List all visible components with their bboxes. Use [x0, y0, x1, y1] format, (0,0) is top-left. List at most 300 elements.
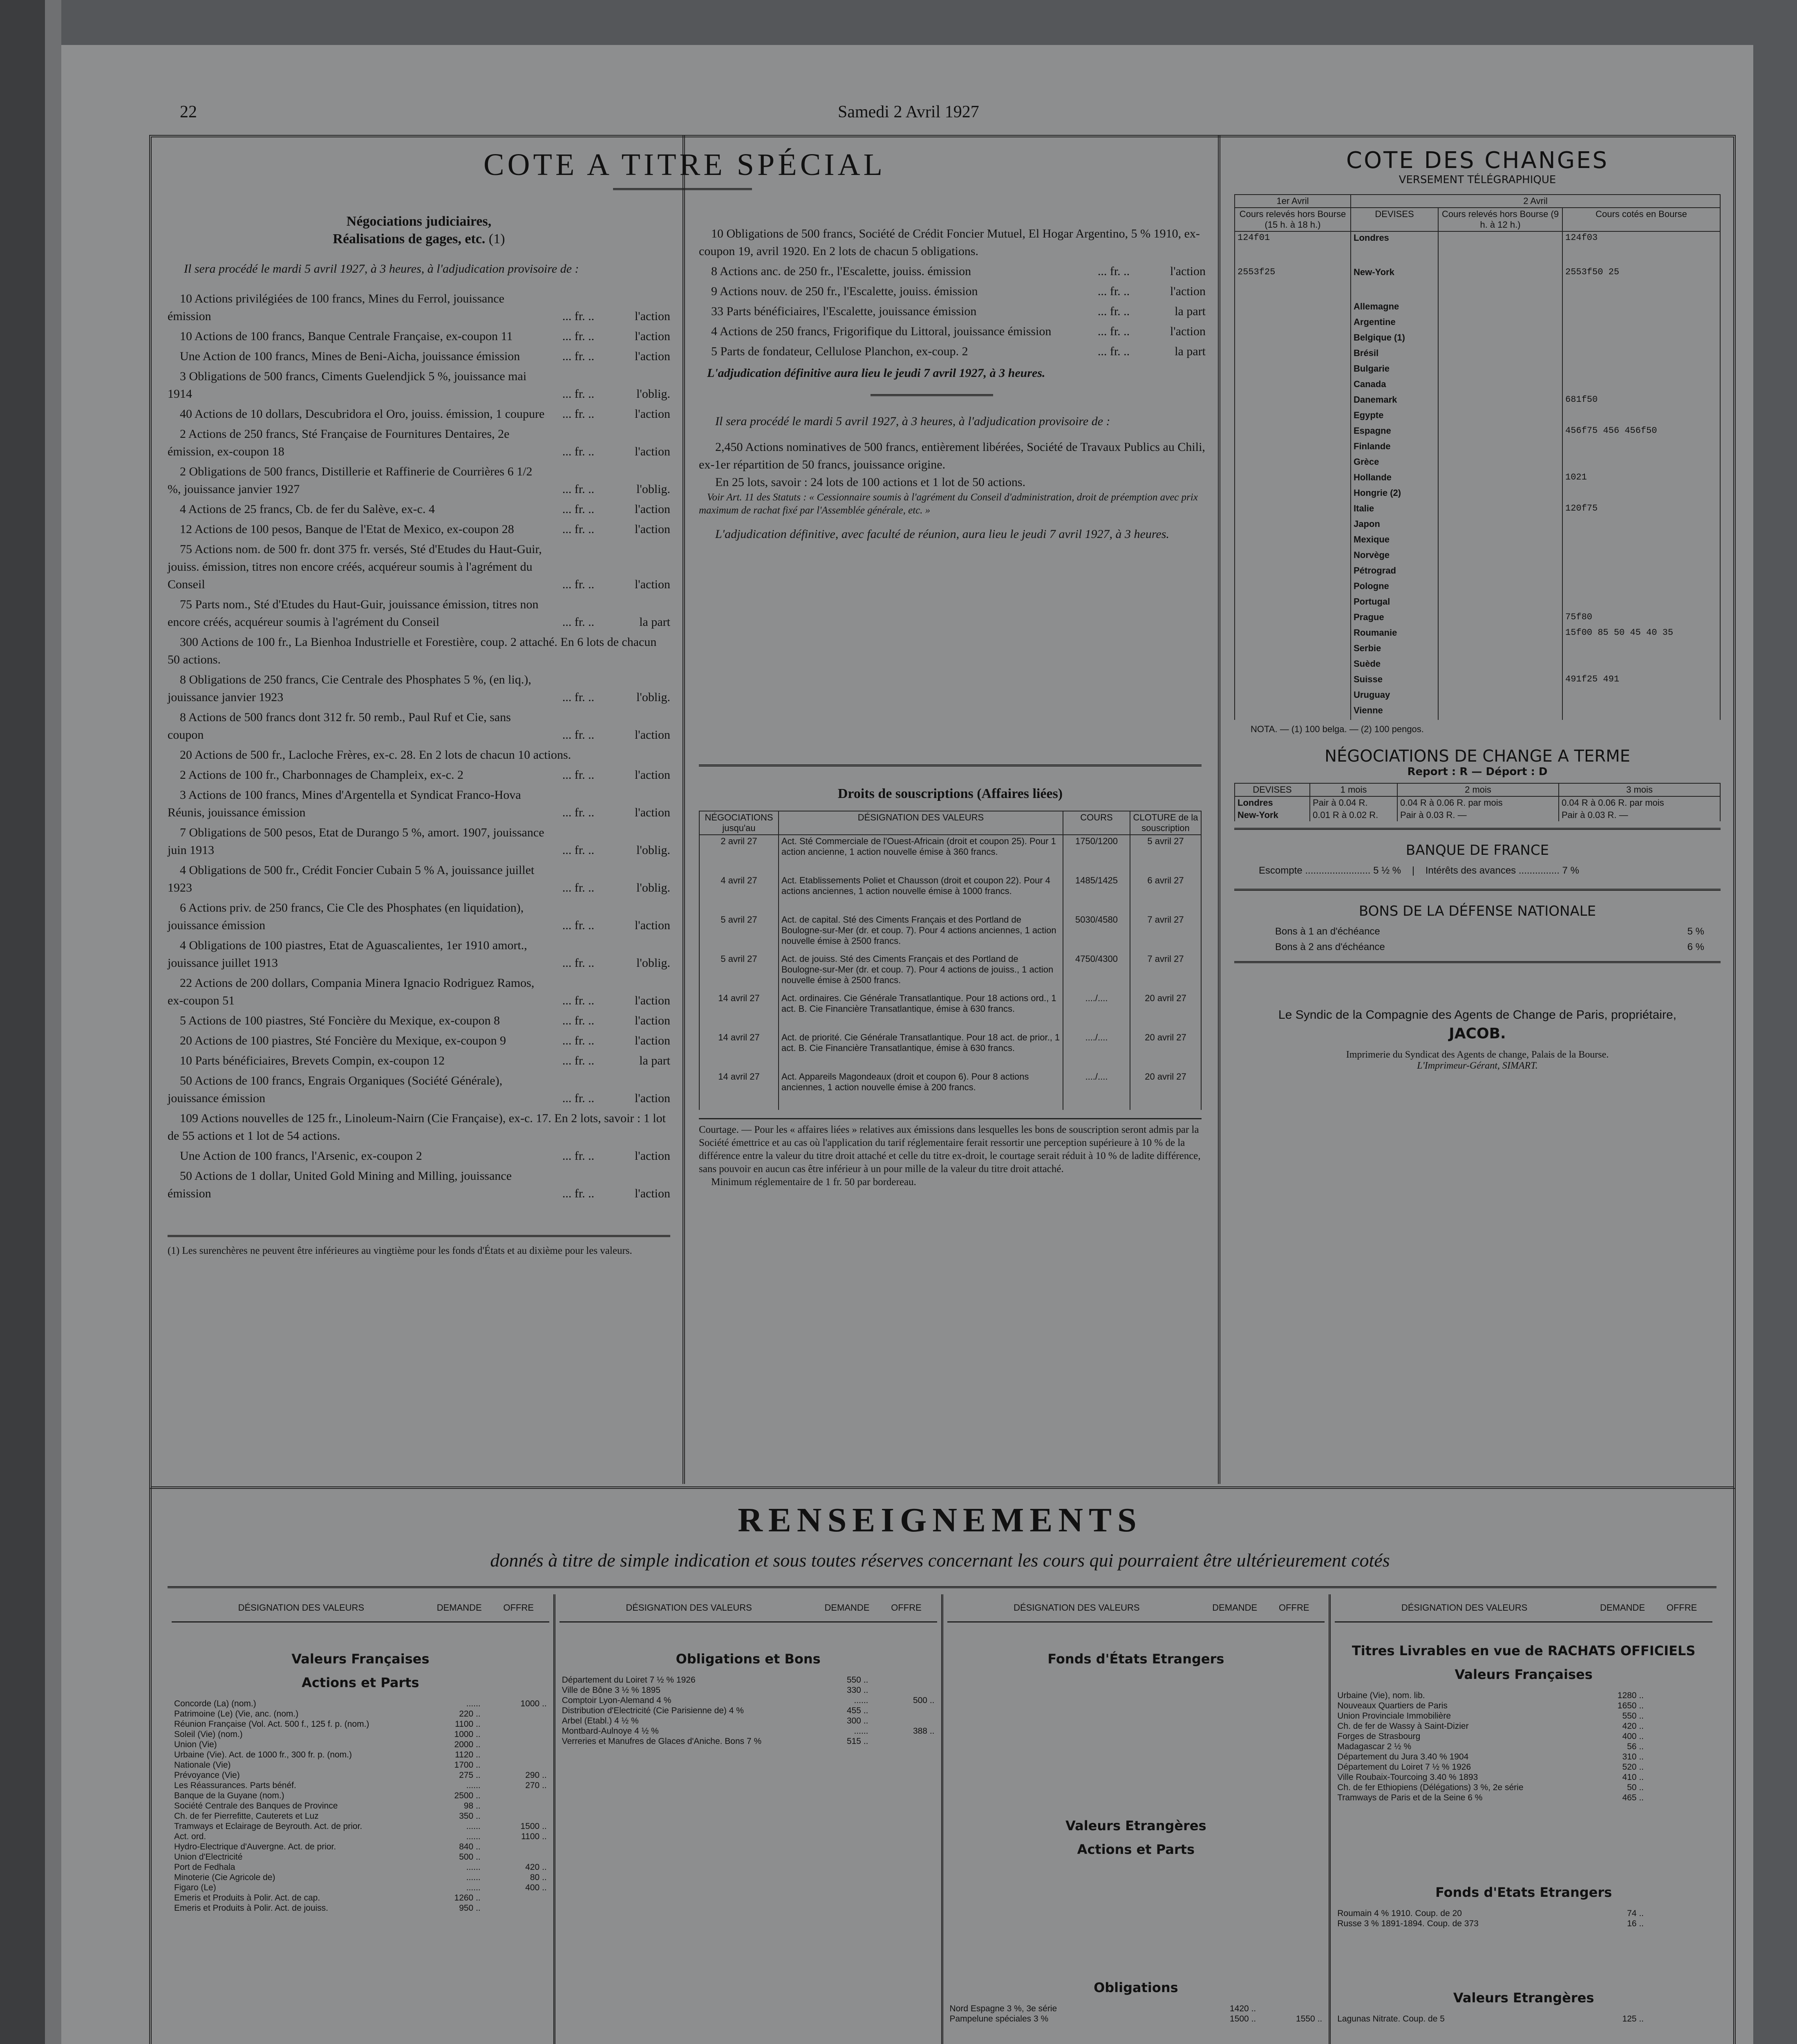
droits-row: [699, 874, 1201, 914]
rens-col-h1: DÉSIGNATION DES VALEURS: [238, 1602, 365, 1613]
rens-row: [947, 2014, 1325, 2024]
changes-cell: Danemark: [1351, 394, 1438, 409]
terme-sub: Report : R — Déport : D: [1407, 766, 1548, 778]
rens-cell: 2000 ..: [454, 1740, 481, 1749]
cote-item: [168, 766, 670, 784]
changes-cell: Hongrie (2): [1351, 487, 1438, 502]
droits-cell: Act. Etablissements Poliet et Chausson (droit et coupon 22). Pour 4 actions anciennes, 1 action nouvelle émise à 1000 francs.: [779, 874, 1063, 914]
rens-row: [947, 2004, 1325, 2014]
droits-cell: 1485/1425: [1063, 874, 1130, 914]
changes-cell: [1438, 332, 1562, 347]
rens-cell: [1646, 1793, 1712, 1803]
changes-row: [1235, 627, 1720, 642]
rens-col-h3: OFFRE: [891, 1602, 922, 1613]
item-unit: l'action: [634, 919, 670, 932]
rens-row: [172, 1780, 549, 1791]
item-price: ... fr. ..: [562, 956, 595, 970]
rens-cell: Emeris et Produits à Polir. Act. de cap.: [174, 1893, 320, 1903]
changes-cell: [1438, 549, 1562, 565]
item-price: ... fr. ..: [1097, 285, 1130, 298]
terme-title: NÉGOCIATIONS DE CHANGE A TERME: [1325, 747, 1630, 766]
changes-cell: 120f75: [1562, 502, 1720, 518]
rens-col-header: [172, 1594, 549, 1623]
changes-cell: Bulgarie: [1351, 363, 1438, 378]
item-description: 40 Actions de 10 dollars, Descubridora el Oro, jouiss. émission, 1 coupure: [180, 407, 545, 421]
rens-cell: [483, 1719, 549, 1729]
droits-title: Droits de souscriptions (Affaires liées): [837, 786, 1063, 801]
droits-cell: 14 avril 27: [699, 1031, 779, 1071]
changes-cell: [1235, 316, 1351, 332]
rens-row: [1335, 1752, 1712, 1762]
item-description: 33 Parts bénéficiaires, l'Escalette, jouissance émission: [711, 305, 977, 318]
droits-cell: 14 avril 27: [699, 1071, 779, 1110]
rens-cell: 465 ..: [1622, 1793, 1644, 1802]
rens-cell: ......: [854, 1726, 868, 1736]
newspaper-page: [61, 45, 1753, 2044]
item-price: ... fr. ..: [1097, 305, 1130, 318]
item-unit: l'oblig.: [636, 690, 670, 704]
droits-cell: Act. ordinaires. Cie Générale Transatlantique. Pour 18 actions ord., 1 act. B. Cie Financière Transatlantique, émise à 630 francs.: [779, 992, 1063, 1031]
rens-c3-h2: Valeurs Etrangères: [1065, 1818, 1206, 1833]
item-price: ... fr. ..: [562, 690, 595, 704]
rens-cell: Ville de Bône 3 ½ % 1895: [562, 1685, 661, 1695]
cote-sub-note: (1): [488, 231, 505, 247]
rens-cell: Port de Fedhala: [174, 1862, 235, 1872]
changes-cell: [1438, 580, 1562, 596]
rens-cell: 550 ..: [846, 1675, 868, 1685]
changes-cell: [1235, 673, 1351, 689]
rens-cell: ......: [466, 1883, 481, 1892]
syndic-line2: Imprimerie du Syndicat des Agents de change, Palais de la Bourse.: [1346, 1049, 1609, 1060]
changes-cell: Hollande: [1351, 471, 1438, 487]
changes-h4: Cours cotés en Bourse: [1562, 208, 1720, 231]
divider-2: [1218, 135, 1220, 1484]
changes-cell: Espagne: [1351, 425, 1438, 440]
changes-cell: [1235, 363, 1351, 378]
item-unit: l'action: [634, 1014, 670, 1027]
rens-cell: 1550 ..: [1296, 2014, 1323, 2024]
changes-h2: DEVISES: [1351, 208, 1438, 231]
rens-cell: [1646, 2014, 1712, 2024]
item-description: 7 Obligations de 500 pesos, Etat de Durango 5 %, amort. 1907, jouissance juin 1913: [168, 826, 544, 857]
cote-item: [168, 861, 670, 896]
rens-c4-h3: Fonds d'Etats Etrangers: [1435, 1885, 1612, 1900]
changes-cell: [1562, 332, 1720, 347]
rens-row: [1335, 1711, 1712, 1721]
changes-cell: [1562, 580, 1720, 596]
cote-para-2: 2,450 Actions nominatives de 500 francs, entièrement libérées, Société de Travaux Publics au Chili, ex-1er répartition de 50 francs, jouissance origine.: [699, 440, 1205, 471]
rens-cell: [483, 1791, 549, 1801]
item-price: ... fr. ..: [562, 329, 595, 343]
rens-cell: Union (Vie): [174, 1740, 217, 1749]
changes-cell: [1438, 347, 1562, 363]
rens-row: [172, 1699, 549, 1709]
rens-row: [172, 1883, 549, 1893]
item-description: 5 Parts de fondateur, Cellulose Planchon, ex-coup. 2: [711, 345, 968, 358]
rens-cell: Verreries et Manufres de Glaces d'Aniche. Bons 7 %: [562, 1737, 762, 1746]
terme-col-3: 2 mois: [1397, 783, 1559, 796]
rens-cell: Les Réassurances. Parts bénéf.: [174, 1781, 296, 1790]
rens-cell: 1100 ..: [521, 1832, 547, 1841]
cote-item: [699, 225, 1206, 260]
cote-item: [168, 405, 670, 423]
rens-cell: 2500 ..: [454, 1791, 481, 1800]
changes-row: [1235, 673, 1720, 689]
rens-c4-h2: Valeurs Françaises: [1455, 1667, 1593, 1682]
item-price: ... fr. ..: [562, 615, 595, 629]
item-description: 4 Obligations de 500 fr., Crédit Foncier Cubain 5 % A, jouissance juillet 1923: [168, 863, 535, 894]
item-unit: la part: [639, 615, 670, 629]
rens-cell: 1700 ..: [454, 1760, 481, 1770]
droits-cell: 5 avril 27: [699, 953, 779, 992]
changes-date-1: 1er Avril: [1235, 195, 1351, 208]
rens-col-1: [168, 1594, 555, 2044]
rens-cell: Montbard-Aulnoye 4 ½ %: [562, 1726, 659, 1736]
rens-row: [1335, 1731, 1712, 1741]
rens-cell: [483, 1903, 549, 1913]
rens-cell: 50 ..: [1627, 1783, 1644, 1792]
item-price: ... fr. ..: [562, 482, 595, 496]
rens-cell: [1258, 2004, 1325, 2014]
rens-row: [1335, 1772, 1712, 1782]
cote-item: [168, 1167, 670, 1202]
syndic-line1: Le Syndic de la Compagnie des Agents de Change de Paris, propriétaire,: [1278, 1008, 1676, 1022]
rens-c4-h1: Titres Livrables en vue de RACHATS OFFICIELS: [1352, 1643, 1696, 1659]
rens-cell: 400 ..: [525, 1883, 547, 1892]
terme-cell: Londres: [1235, 796, 1310, 809]
changes-row: [1235, 300, 1720, 316]
changes-cell: [1235, 394, 1351, 409]
changes-section: COTE DES CHANGES VERSEMENT TÉLÉGRAPHIQUE 1er Avril 2 Avril Cours relevés hors Bourse (15 h. à 18 h.) DEVISES Cours relevés hors Bourse (9 h. à 12 h.) Cours cotés en Bourse 124f01 Londres 124f03 2553f25 New-York 2553f50 25 Allemagne Argentine Belgique (1) Brésil Bulgarie Canada Danemark 681f50 Egypte Espagne 456f75 456 456f50 Finlande Grèce Hollande 1021 Hongrie (2) Italie 120f75 Japon Mexique Norvège Pétrograd Pologne Portugal Prague 75f80 Roumanie 15f00 85 50 45 40 35 Serbie Suède Suisse 491f25 491 Uruguay Vienne NOTA. — (1) 100 belga. — (2) 100 pengos. NÉGOCIATIONS DE CHANGE A TERME Report : R — Déport : D DEVISES 1 mois 2 mois 3 mois Londres Pair à 0.04 R. 0.04 R à 0.06 R. par mois 0.04 R à 0.06 R. par mois New-York 0.01 R à 0.02 R. Pair à 0.03 R. — Pair à 0.03 R. — BANQUE DE FRANCE Escompte ........................ 5 ½ % | Intérêts des avances ............... 7 % BONS DE LA DÉFENSE NATIONALE Bons à 1 an d'échéance 5 % Bons à 2 ans d'échéance 6 % Le Syndic de la Compagnie des Agents de Change de Paris, propriétaire, JACOB. Imprimerie du Syndicat des Agents de change, Palais de la Bourse. L'Imprimeur-Gérant, SIMART.: [1234, 147, 1721, 1071]
rens-cell: 310 ..: [1622, 1752, 1644, 1762]
changes-row: [1235, 266, 1720, 300]
rens-col-h2: DEMANDE: [1212, 1602, 1258, 1613]
item-unit: l'action: [634, 309, 670, 323]
cote-items-list-2: [699, 225, 1206, 360]
droits-row: [699, 914, 1201, 953]
item-unit: la part: [1175, 305, 1206, 318]
droits-minimum: Minimum réglementaire de 1 fr. 50 par bordereau.: [711, 1177, 916, 1188]
droits-col-4: CLOTURE de la souscription: [1130, 811, 1201, 835]
rens-cell: [483, 1893, 549, 1903]
changes-cell: Canada: [1351, 378, 1438, 394]
rens-col-h2: DEMANDE: [824, 1602, 870, 1613]
cote-item: [168, 290, 670, 325]
rens-cell: [1646, 1772, 1712, 1782]
item-description: 20 Actions de 100 piastres, Sté Foncière du Mexique, ex-coupon 9: [180, 1034, 506, 1047]
rens-col-h2: DEMANDE: [1600, 1602, 1645, 1613]
item-price: ... fr. ..: [562, 843, 595, 857]
changes-row: [1235, 611, 1720, 627]
cote-item: [168, 786, 670, 821]
changes-row: [1235, 231, 1720, 266]
changes-cell: [1438, 266, 1562, 300]
rens-cell: ......: [466, 1862, 481, 1872]
changes-subtitle: VERSEMENT TÉLÉGRAPHIQUE: [1399, 174, 1556, 186]
rens-row: [559, 1736, 937, 1746]
item-description: 50 Actions de 100 francs, Engrais Organiques (Société Générale), jouissance émission: [168, 1074, 503, 1105]
item-unit: l'action: [634, 502, 670, 516]
banque-title: BANQUE DE FRANCE: [1405, 842, 1549, 858]
changes-cell: [1438, 565, 1562, 580]
banque-avances-label: Intérêts des avances: [1425, 865, 1516, 876]
syndic-line3: L'Imprimeur-Gérant, SIMART.: [1417, 1060, 1538, 1071]
changes-row: [1235, 425, 1720, 440]
rens-cell: Union d'Electricité: [174, 1852, 243, 1862]
changes-cell: [1438, 231, 1562, 266]
item-description: 2 Actions de 100 fr., Charbonnages de Champleix, ex-c. 2: [180, 768, 464, 782]
droits-cell: ..../....: [1063, 992, 1130, 1031]
rens-c1-h1: Valeurs Françaises: [291, 1651, 430, 1667]
cote-item: [168, 708, 670, 744]
rens-cell: 270 ..: [525, 1781, 547, 1790]
item-unit: la part: [639, 1054, 670, 1067]
banque-avances: 7 %: [1562, 865, 1579, 876]
rens-cell: [871, 1706, 937, 1716]
changes-cell: [1235, 658, 1351, 673]
changes-row: [1235, 316, 1720, 332]
droits-cell: 20 avril 27: [1130, 1031, 1201, 1071]
cote-para-4: Voir Art. 11 des Statuts : « Cessionnaire soumis à l'agrément du Conseil d'administration, droit de préemption avec prix maximum de rachat fixé par l'Assemblée générale, etc. »: [699, 492, 1198, 516]
changes-cell: [1235, 332, 1351, 347]
changes-cell: [1438, 425, 1562, 440]
rens-row: [172, 1811, 549, 1821]
terme-row: [1235, 796, 1720, 809]
rens-cell: Département du Loiret 7 ½ % 1926: [1337, 1762, 1471, 1772]
rens-cell: [1646, 1752, 1712, 1762]
rens-row: [172, 1750, 549, 1760]
item-description: 75 Parts nom., Sté d'Etudes du Haut-Guir, jouissance émission, titres non encore créés, acquéreur soumis à l'agrément du Conseil: [168, 598, 539, 629]
changes-cell: Egypte: [1351, 409, 1438, 425]
cote-item: [168, 1109, 670, 1145]
rens-cell: Emeris et Produits à Polir. Act. de jouiss.: [174, 1903, 328, 1913]
item-description: 22 Actions de 200 dollars, Compania Minera Ignacio Rodriguez Ramos, ex-coupon 51: [168, 976, 535, 1007]
changes-h3: Cours relevés hors Bourse (9 h. à 12 h.): [1438, 208, 1562, 231]
item-unit: l'oblig.: [636, 843, 670, 857]
droits-cell: Act. de priorité. Cie Générale Transatlantique. Pour 18 act. de prior., 1 act. B. Cie Financière Transatlantique, émise à 630 francs.: [779, 1031, 1063, 1071]
item-description: 109 Actions nouvelles de 125 fr., Linoleum-Nairn (Cie Française), ex-c. 17. En 2 lots, savoir : 1 lot de 55 actions et 1 lot de 54 actions.: [168, 1112, 666, 1143]
changes-cell: [1562, 363, 1720, 378]
rens-table: [1335, 1690, 1712, 1803]
rens-cell: Département du Jura 3.40 % 1904: [1337, 1752, 1469, 1762]
item-description: 10 Actions de 100 francs, Banque Centrale Française, ex-coupon 11: [180, 329, 513, 343]
item-unit: l'action: [1170, 285, 1206, 298]
rens-row: [172, 1852, 549, 1862]
item-description: 10 Obligations de 500 francs, Société de Crédit Foncier Mutuel, El Hogar Argentino, 5 % 1910, ex-coupon 19, avril 1920. En 2 lots de chacun 5 obligations.: [699, 227, 1200, 258]
rens-columns: [168, 1594, 1716, 2044]
changes-cell: Grèce: [1351, 456, 1438, 471]
changes-cell: [1235, 300, 1351, 316]
droits-cell: 2 avril 27: [699, 835, 779, 874]
rens-cell: Ch. de fer de Wassy à Saint-Dizier: [1337, 1721, 1469, 1731]
droits-row: [699, 992, 1201, 1031]
changes-cell: [1438, 658, 1562, 673]
terme-cell: Pair à 0.03 R. —: [1559, 809, 1720, 821]
item-description: 8 Actions de 500 francs dont 312 fr. 50 remb., Paul Ruf et Cie, sans coupon: [168, 710, 511, 742]
rens-table: [172, 1699, 549, 1913]
changes-cell: [1438, 394, 1562, 409]
changes-row: [1235, 378, 1720, 394]
changes-cell: [1235, 518, 1351, 533]
item-price: ... fr. ..: [1097, 325, 1130, 338]
item-description: 10 Parts bénéficiaires, Brevets Compin, ex-coupon 12: [180, 1054, 445, 1067]
item-description: Une Action de 100 francs, Mines de Beni-Aicha, jouissance émission: [180, 350, 520, 363]
droits-cell: 5030/4580: [1063, 914, 1130, 953]
rens-cell: 420 ..: [1622, 1721, 1644, 1731]
item-price: ... fr. ..: [562, 994, 595, 1007]
item-description: 8 Obligations de 250 francs, Cie Centrale des Phosphates 5 %, (en liq.), jouissance janvier 1923: [168, 673, 531, 704]
item-description: 4 Obligations de 100 piastres, Etat de Aguascalientes, 1er 1910 amort., jouissance juillet 1913: [168, 939, 527, 970]
changes-cell: [1235, 580, 1351, 596]
changes-cell: [1235, 704, 1351, 720]
changes-cell: Finlande: [1351, 440, 1438, 456]
terme-cell: Pair à 0.04 R.: [1310, 796, 1397, 809]
cote-item: [168, 899, 670, 934]
cote-intro: Il sera procédé le mardi 5 avril 1927, à 3 heures, à l'adjudication provisoire de :: [184, 262, 579, 276]
rens-cell: Ch. de fer Pierrefitte, Cauterets et Luz: [174, 1811, 319, 1821]
changes-cell: [1562, 596, 1720, 611]
cote-item: [168, 347, 670, 365]
rens-row: [172, 1791, 549, 1801]
rens-row: [1335, 1701, 1712, 1711]
changes-cell: 124f01: [1235, 231, 1351, 266]
item-unit: l'action: [634, 768, 670, 782]
rens-cell: 388 ..: [913, 1726, 935, 1736]
rens-cell: Urbaine (Vie), nom. lib.: [1337, 1691, 1425, 1700]
rens-cell: 275 ..: [459, 1771, 481, 1780]
rens-cell: Madagascar 2 ½ %: [1337, 1742, 1412, 1751]
rens-row: [1335, 1793, 1712, 1803]
droits-cell: 4750/4300: [1063, 953, 1130, 992]
changes-cell: Prague: [1351, 611, 1438, 627]
rens-cell: [1646, 1690, 1712, 1701]
changes-cell: Pétrograd: [1351, 565, 1438, 580]
rens-table: [1335, 2014, 1712, 2024]
item-description: 10 Actions privilégiées de 100 francs, Mines du Ferrol, jouissance émission: [168, 292, 505, 323]
rens-table: [559, 1675, 937, 1746]
changes-cell: Londres: [1351, 231, 1438, 266]
rens-cell: 500 ..: [459, 1852, 481, 1862]
changes-cell: 124f03: [1562, 231, 1720, 266]
changes-cell: [1438, 642, 1562, 658]
changes-cell: Vienne: [1351, 704, 1438, 720]
banque-escompte-label: Escompte: [1259, 865, 1302, 876]
changes-cell: 2553f50 25: [1562, 266, 1720, 300]
rens-col-h2: DEMANDE: [436, 1602, 482, 1613]
changes-cell: 15f00 85 50 45 40 35: [1562, 627, 1720, 642]
item-description: 50 Actions de 1 dollar, United Gold Mining and Milling, jouissance émission: [168, 1169, 512, 1200]
cote-item: [168, 540, 670, 593]
changes-cell: [1562, 409, 1720, 425]
rens-cell: 1650 ..: [1617, 1701, 1644, 1710]
changes-cell: [1438, 300, 1562, 316]
changes-cell: [1438, 611, 1562, 627]
terme-cell: New-York: [1235, 809, 1310, 821]
rens-cell: Ville Roubaix-Tourcoing 3.40 % 1893: [1337, 1773, 1478, 1782]
rens-row: [172, 1842, 549, 1852]
rens-cell: 56 ..: [1627, 1742, 1644, 1751]
rens-row: [172, 1760, 549, 1770]
rens-cell: 1000 ..: [520, 1699, 547, 1708]
rens-col-h1: DÉSIGNATION DES VALEURS: [626, 1602, 752, 1613]
rens-cell: [483, 1801, 549, 1811]
changes-cell: [1438, 440, 1562, 456]
cote-column-1: [168, 213, 670, 1257]
changes-cell: [1562, 549, 1720, 565]
item-description: 5 Actions de 100 piastres, Sté Foncière du Mexique, ex-coupon 8: [180, 1014, 500, 1027]
bons-title: BONS DE LA DÉFENSE NATIONALE: [1358, 903, 1596, 919]
item-price: ... fr. ..: [562, 1014, 595, 1027]
rens-cell: Act. ord.: [174, 1832, 206, 1841]
changes-cell: [1562, 440, 1720, 456]
item-description: 4 Actions de 25 francs, Cb. de fer du Salève, ex-c. 4: [180, 502, 435, 516]
rens-col-h3: OFFRE: [503, 1602, 534, 1613]
cote-item: [168, 1147, 670, 1165]
page-date: Samedi 2 Avril 1927: [838, 103, 979, 121]
cote-item: [168, 1072, 670, 1107]
droits-row: [699, 1031, 1201, 1071]
cote-intro-2: Il sera procédé le mardi 5 avril 1927, à 3 heures, à l'adjudication provisoire de :: [715, 415, 1110, 428]
changes-cell: 1021: [1562, 471, 1720, 487]
droits-cell: 20 avril 27: [1130, 1071, 1201, 1110]
changes-cell: [1235, 471, 1351, 487]
changes-cell: Uruguay: [1351, 689, 1438, 704]
rens-c4-h4: Valeurs Etrangères: [1453, 1990, 1594, 2006]
changes-row: [1235, 347, 1720, 363]
cote-item: [168, 974, 670, 1009]
item-unit: l'action: [634, 1091, 670, 1105]
droits-cell: 5 avril 27: [699, 914, 779, 953]
changes-cell: [1235, 611, 1351, 627]
rens-cell: ......: [466, 1781, 481, 1790]
terme-cell: 0.01 R à 0.02 R.: [1310, 809, 1397, 821]
changes-table: [1234, 194, 1721, 720]
droits-col-2: DÉSIGNATION DES VALEURS: [779, 811, 1063, 835]
cote-item: [699, 282, 1206, 300]
item-price: ... fr. ..: [562, 522, 595, 536]
cote-item: [168, 425, 670, 460]
changes-cell: [1235, 409, 1351, 425]
item-price: ... fr. ..: [562, 1034, 595, 1047]
rens-cell: 125 ..: [1622, 2014, 1644, 2024]
cote-item: [168, 500, 670, 518]
item-unit: l'action: [634, 329, 670, 343]
item-unit: l'action: [634, 1034, 670, 1047]
rens-cell: Soleil (Vie) (nom.): [174, 1730, 243, 1739]
changes-cell: [1235, 642, 1351, 658]
bons-list: [1234, 926, 1721, 953]
item-price: ... fr. ..: [1097, 264, 1130, 278]
droits-cell: 4 avril 27: [699, 874, 779, 914]
changes-row: [1235, 689, 1720, 704]
rens-table: [947, 2004, 1325, 2024]
rens-row: [1335, 1762, 1712, 1772]
item-description: 20 Actions de 500 fr., Lacloche Frères, ex-c. 28. En 2 lots de chacun 10 actions.: [180, 748, 571, 762]
item-description: 3 Obligations de 500 francs, Ciments Guelendjick 5 %, jouissance mai 1914: [168, 370, 527, 401]
changes-cell: [1562, 456, 1720, 471]
changes-cell: 681f50: [1562, 394, 1720, 409]
changes-date-2: 2 Avril: [1351, 195, 1720, 208]
item-price: ... fr. ..: [562, 919, 595, 932]
rens-cell: 550 ..: [1622, 1711, 1644, 1721]
changes-cell: [1562, 487, 1720, 502]
changes-cell: Japon: [1351, 518, 1438, 533]
changes-cell: Italie: [1351, 502, 1438, 518]
rens-cell: [483, 1842, 549, 1852]
item-unit: la part: [1175, 345, 1206, 358]
rens-col-header: [947, 1594, 1325, 1623]
item-description: Une Action de 100 francs, l'Arsenic, ex-coupon 2: [180, 1149, 422, 1163]
